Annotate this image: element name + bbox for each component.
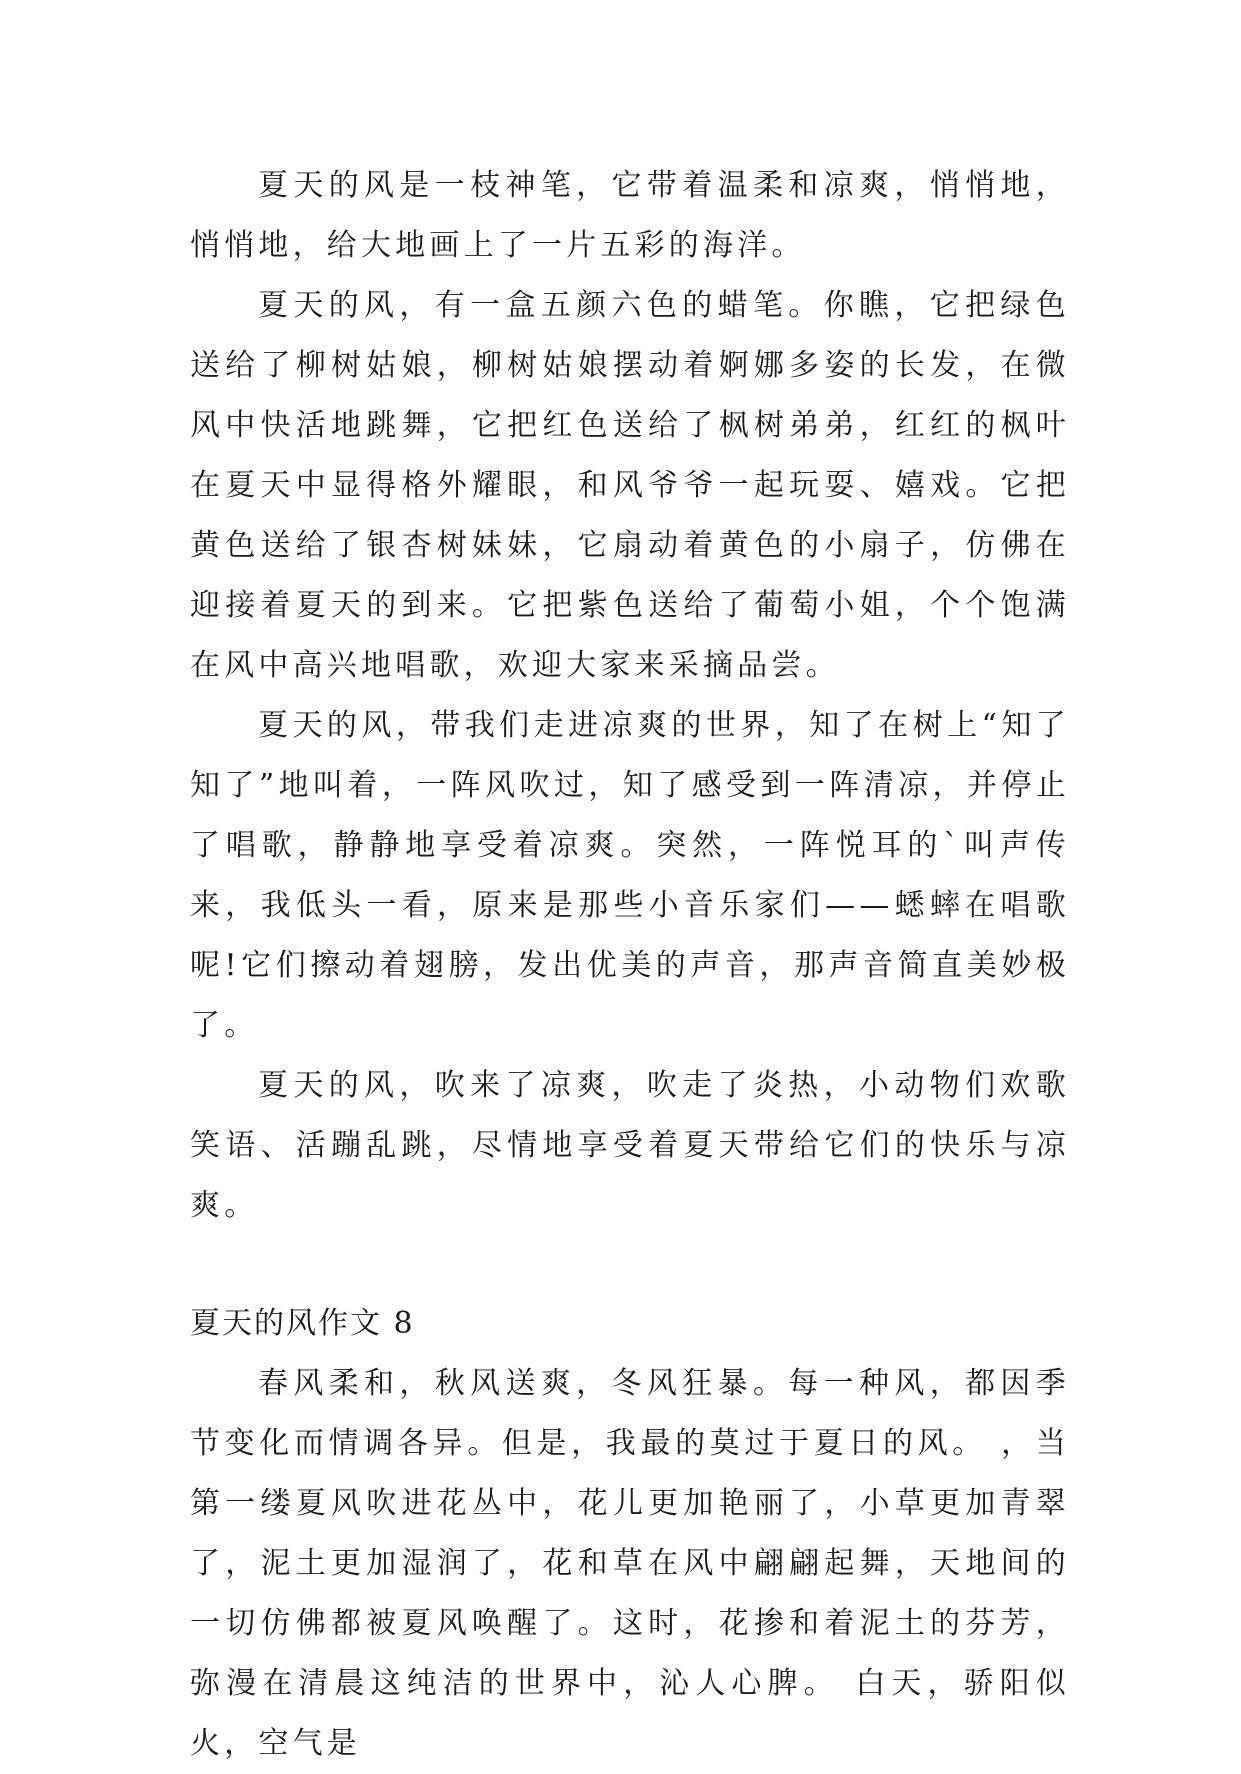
document-body bbox=[190, 156, 1070, 1774]
paragraph: 夏天的风是一枝神笔，它带着温柔和凉爽，悄悄地，悄悄地，给大地画上了一片五彩的海洋。 bbox=[190, 168, 1070, 263]
paragraph: 春风柔和，秋风送爽，冬风狂暴。每一种风，都因季节变化而情调各异。但是，我最的莫过于夏日的风。 ，当第一缕夏风吹进花丛中，花儿更加艳丽了，小草更加青翠了，泥土更加湿润了，花和草在风中翩翩起舞，天地间的一切仿佛都被夏风唤醒了。这时，花掺和着泥土的芬芳，弥漫在清晨这纯洁的世界中，沁人心脾。 白天，骄阳似火，空气是 bbox=[190, 1366, 1070, 1761]
section-heading: 夏天的风作文 8 bbox=[190, 1306, 415, 1341]
paragraph: 夏天的风，吹来了凉爽，吹走了炎热，小动物们欢歌笑语、活蹦乱跳，尽情地享受着夏天带给它们的快乐与凉爽。 bbox=[190, 1068, 1070, 1223]
paragraph: 夏天的风，带我们走进凉爽的世界，知了在树上“知了知了”地叫着，一阵风吹过，知了感受到一阵清凉，并停止了唱歌，静静地享受着凉爽。突然，一阵悦耳的`叫声传来，我低头一看，原来是那些小音乐家们——蟋蟀在唱歌呢!它们擦动着翅膀，发出优美的声音，那声音简直美妙极了。 bbox=[190, 708, 1070, 1043]
paragraph: 夏天的风，有一盒五颜六色的蜡笔。你瞧，它把绿色送给了柳树姑娘，柳树姑娘摆动着婀娜多姿的长发，在微风中快活地跳舞，它把红色送给了枫树弟弟，红红的枫叶在夏天中显得格外耀眼，和风爷爷一起玩耍、嬉戏。它把黄色送给了银杏树妹妹，它扇动着黄色的小扇子，仿佛在迎接着夏天的到来。它把紫色送给了葡萄小姐，个个饱满在风中高兴地唱歌，欢迎大家来采摘品尝。 bbox=[190, 288, 1070, 683]
